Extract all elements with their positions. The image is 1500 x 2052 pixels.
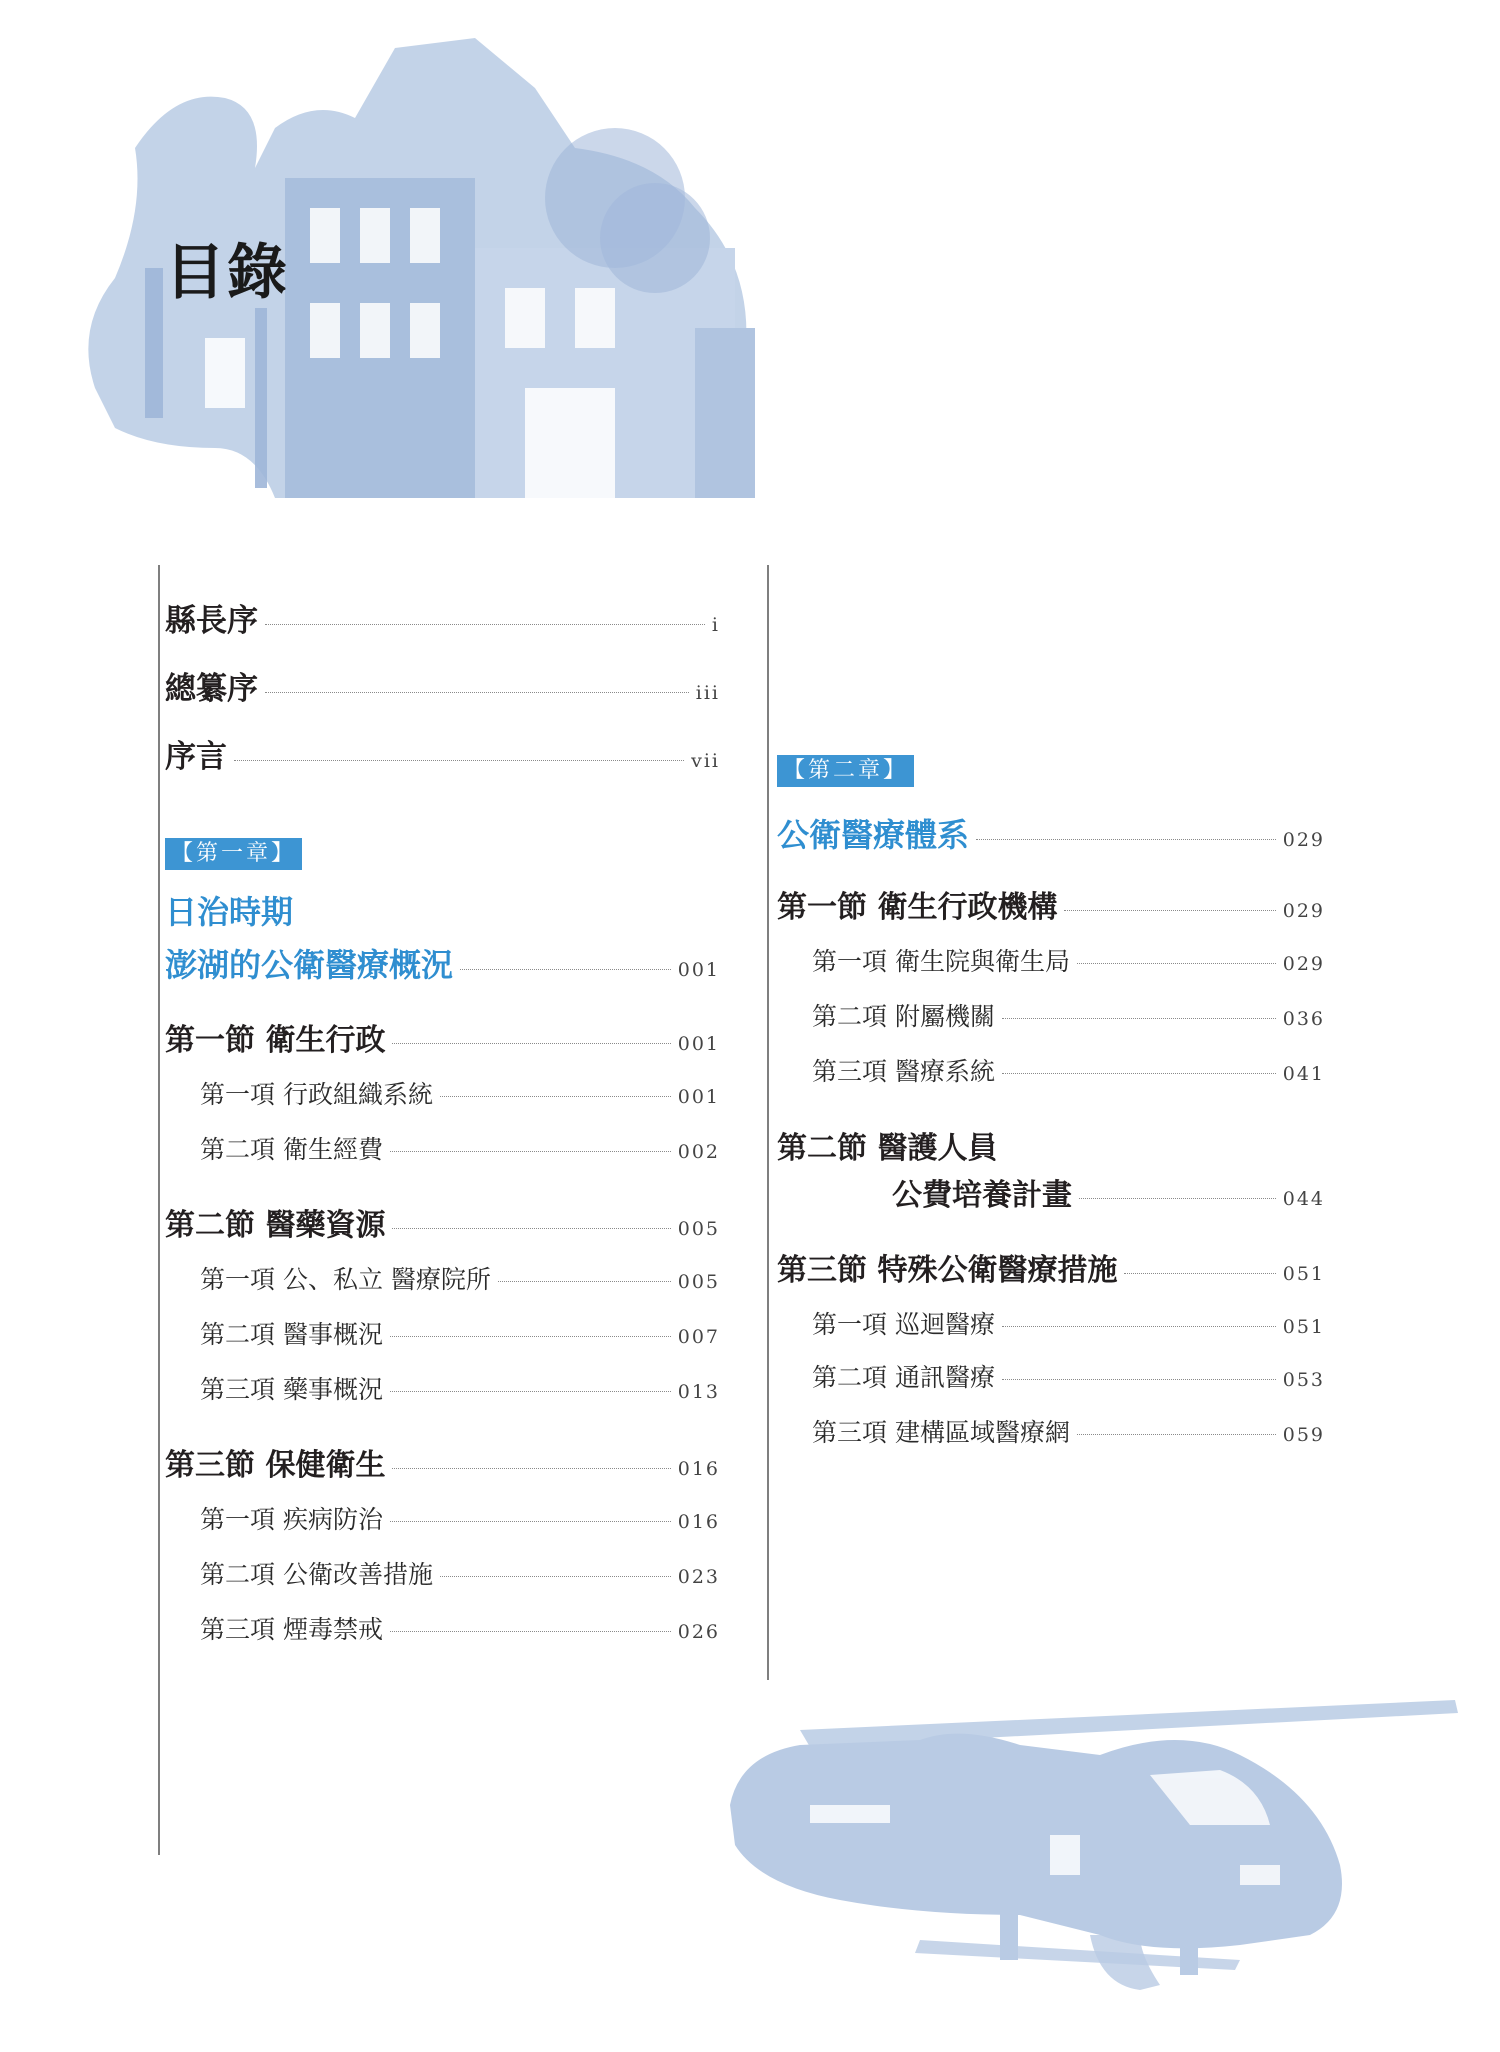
page-number: 001 — [677, 959, 720, 981]
page-number: 044 — [1282, 1188, 1325, 1210]
toc-entry-item[interactable]: 第一項 巡迴醫療 051 — [812, 1310, 1325, 1339]
page-number: 059 — [1282, 1424, 1325, 1446]
page-number: 029 — [1282, 829, 1325, 851]
leader-dots — [265, 692, 689, 693]
leader-dots — [1124, 1273, 1275, 1274]
page-number: 051 — [1282, 1263, 1325, 1285]
leader-dots — [390, 1631, 671, 1632]
leader-dots — [1002, 1379, 1276, 1380]
toc-entry-section[interactable]: 第三節 特殊公衛醫療措施 051 — [777, 1253, 1325, 1288]
leader-dots — [498, 1281, 671, 1282]
toc-entry-section[interactable]: 第一節 衛生行政 001 — [165, 1023, 720, 1058]
page-number: 007 — [677, 1326, 720, 1348]
page-number: 026 — [677, 1621, 720, 1643]
leader-dots — [976, 839, 1276, 840]
toc-entry-item[interactable]: 第二項 衛生經費 002 — [200, 1135, 720, 1164]
section-title-line1: 第二節 醫護人員 — [777, 1131, 998, 1166]
page-number: 016 — [677, 1458, 720, 1480]
page-number: iii — [695, 682, 720, 704]
leader-dots — [1002, 1073, 1276, 1074]
leader-dots — [440, 1096, 671, 1097]
page-number: 029 — [1282, 953, 1325, 975]
page-number: 053 — [1282, 1369, 1325, 1391]
page-number: vii — [691, 750, 720, 772]
toc-entry-item[interactable]: 第一項 行政組織系統 001 — [200, 1080, 720, 1109]
toc-entry-chapter[interactable]: 澎湖的公衛醫療概況 001 — [165, 946, 720, 984]
chapter-title-line1: 日治時期 — [165, 893, 294, 931]
page-number: 051 — [1282, 1316, 1325, 1338]
toc-entry-chapter[interactable]: 公衛醫療體系 029 — [777, 816, 1325, 854]
toc-entry-item[interactable]: 第一項 疾病防治 016 — [200, 1505, 720, 1534]
building-illustration — [55, 28, 775, 518]
toc-entry-item[interactable]: 第三項 藥事概況 013 — [200, 1375, 720, 1404]
helicopter-illustration — [720, 1685, 1460, 1995]
toc-entry-item[interactable]: 第三項 建構區域醫療網 059 — [812, 1418, 1325, 1447]
toc-entry-section[interactable]: 第二節 醫藥資源 005 — [165, 1208, 720, 1243]
chapter-badge: 【第二章】 — [777, 755, 914, 787]
page-number: 002 — [677, 1141, 720, 1163]
page-number: 005 — [677, 1218, 720, 1240]
leader-dots — [390, 1151, 671, 1152]
leader-dots — [1079, 1198, 1276, 1199]
page-number: 023 — [677, 1566, 720, 1588]
toc-entry-preface[interactable]: 縣長序 i — [165, 603, 720, 639]
page-number: 016 — [677, 1511, 720, 1533]
leader-dots — [265, 624, 705, 625]
toc-entry-item[interactable]: 第二項 通訊醫療 053 — [812, 1363, 1325, 1392]
toc-entry-item[interactable]: 第三項 煙毒禁戒 026 — [200, 1615, 720, 1644]
page-number: i — [711, 614, 720, 636]
page-number: 029 — [1282, 900, 1325, 922]
toc-entry-section[interactable]: 公費培養計畫 044 — [892, 1178, 1325, 1213]
leader-dots — [1002, 1018, 1276, 1019]
page-number: 005 — [677, 1271, 720, 1293]
toc-entry-preface[interactable]: 總纂序 iii — [165, 671, 720, 707]
toc-entry-preface[interactable]: 序言 vii — [165, 739, 720, 775]
leader-dots — [392, 1468, 670, 1469]
toc-entry-item[interactable]: 第二項 附屬機關 036 — [812, 1002, 1325, 1031]
toc-entry-section[interactable]: 第一節 衛生行政機構 029 — [777, 890, 1325, 925]
leader-dots — [390, 1391, 671, 1392]
leader-dots — [390, 1336, 671, 1337]
page-number: 001 — [677, 1086, 720, 1108]
page-number: 013 — [677, 1381, 720, 1403]
column-divider-middle — [767, 565, 769, 1680]
leader-dots — [392, 1228, 670, 1229]
toc-entry-item[interactable]: 第一項 衛生院與衛生局 029 — [812, 947, 1325, 976]
toc-entry-item[interactable]: 第二項 公衛改善措施 023 — [200, 1560, 720, 1589]
leader-dots — [1077, 963, 1276, 964]
chapter-badge: 【第一章】 — [165, 838, 302, 870]
page-title: 目錄 — [165, 238, 289, 308]
leader-dots — [234, 760, 684, 761]
leader-dots — [460, 969, 671, 970]
leader-dots — [440, 1576, 671, 1577]
page-number: 001 — [677, 1033, 720, 1055]
leader-dots — [392, 1043, 670, 1044]
page-number: 041 — [1282, 1063, 1325, 1085]
toc-entry-item[interactable]: 第三項 醫療系統 041 — [812, 1057, 1325, 1086]
leader-dots — [1002, 1326, 1276, 1327]
toc-entry-item[interactable]: 第一項 公、私立 醫療院所 005 — [200, 1265, 720, 1294]
page-number: 036 — [1282, 1008, 1325, 1030]
toc-entry-section[interactable]: 第三節 保健衛生 016 — [165, 1448, 720, 1483]
leader-dots — [1064, 910, 1275, 911]
toc-entry-item[interactable]: 第二項 醫事概況 007 — [200, 1320, 720, 1349]
column-divider-left — [158, 565, 160, 1855]
leader-dots — [390, 1521, 671, 1522]
leader-dots — [1077, 1434, 1276, 1435]
